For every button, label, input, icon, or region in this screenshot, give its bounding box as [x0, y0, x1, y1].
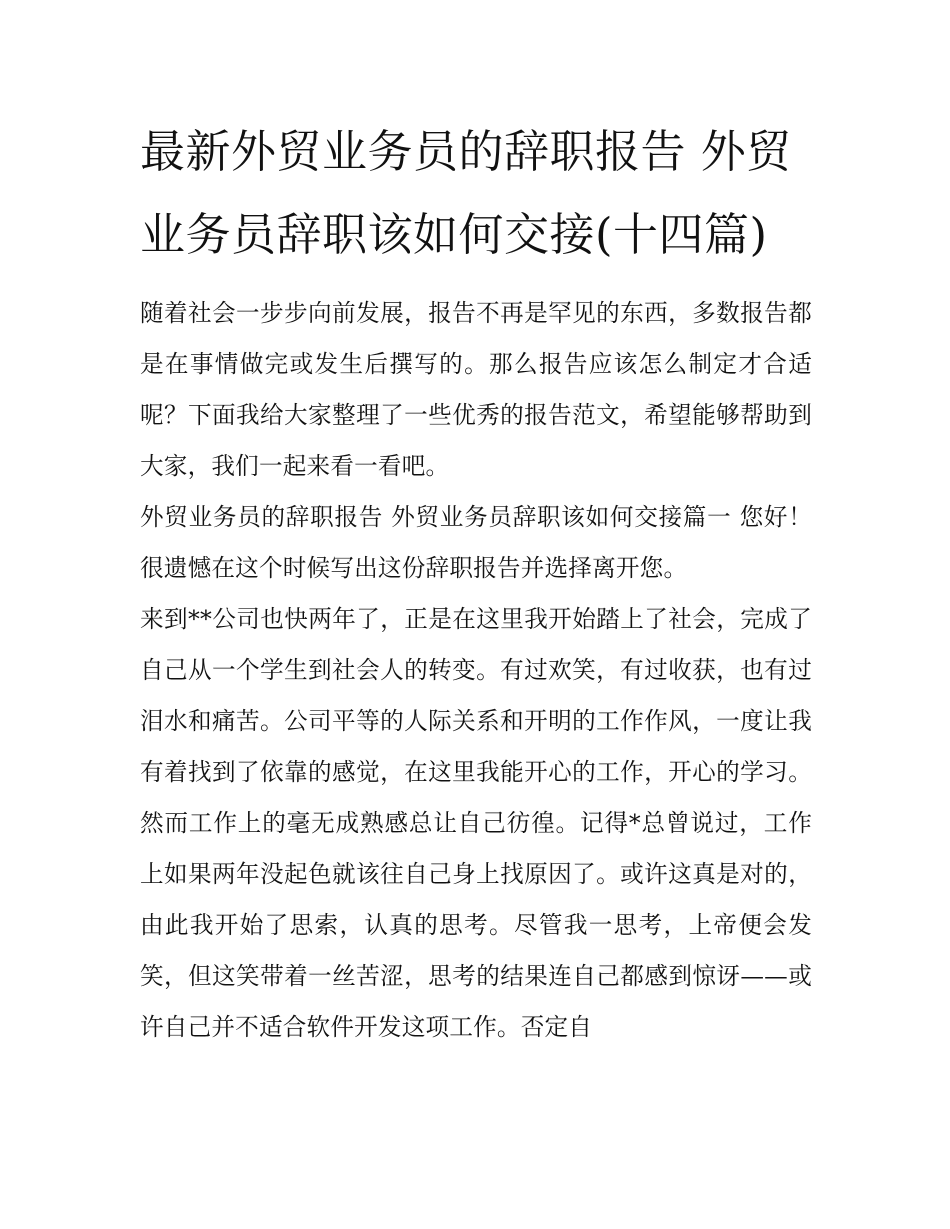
- document-title: 最新外贸业务员的辞职报告 外贸业务员辞职该如何交接(十四篇): [140, 125, 792, 261]
- document-page: [140, 110, 812, 1053]
- paragraph-greeting: 外贸业务员的辞职报告 外贸业务员辞职该如何交接篇一 您好！很遗憾在这个时候写出这份辞职报告并选择离开您。: [140, 503, 812, 582]
- paragraph-body: 来到**公司也快两年了，正是在这里我开始踏上了社会，完成了自己从一个学生到社会人的转变。有过欢笑，有过收获，也有过泪水和痛苦。公司平等的人际关系和开明的工作作风，一度让我有着找到了依靠的感觉，在这里我能开心的工作，开心的学习。然而工作上的毫无成熟感总让自己彷徨。记得*总曾说过，工作上如果两年没起色就该往自己身上找原因了。或许这真是对的，由此我开始了思索，认真的思考。尽管我一思考，上帝便会发笑，但这笑带着一丝苦涩，思考的结果连自己都感到惊讶——或许自己并不适合软件开发这项工作。否定自: [140, 605, 812, 1041]
- paragraph-intro: 随着社会一步步向前发展，报告不再是罕见的东西，多数报告都是在事情做完或发生后撰写的。那么报告应该怎么制定才合适呢？下面我给大家整理了一些优秀的报告范文，希望能够帮助到大家，我们一起来看一看吧。: [140, 299, 812, 480]
